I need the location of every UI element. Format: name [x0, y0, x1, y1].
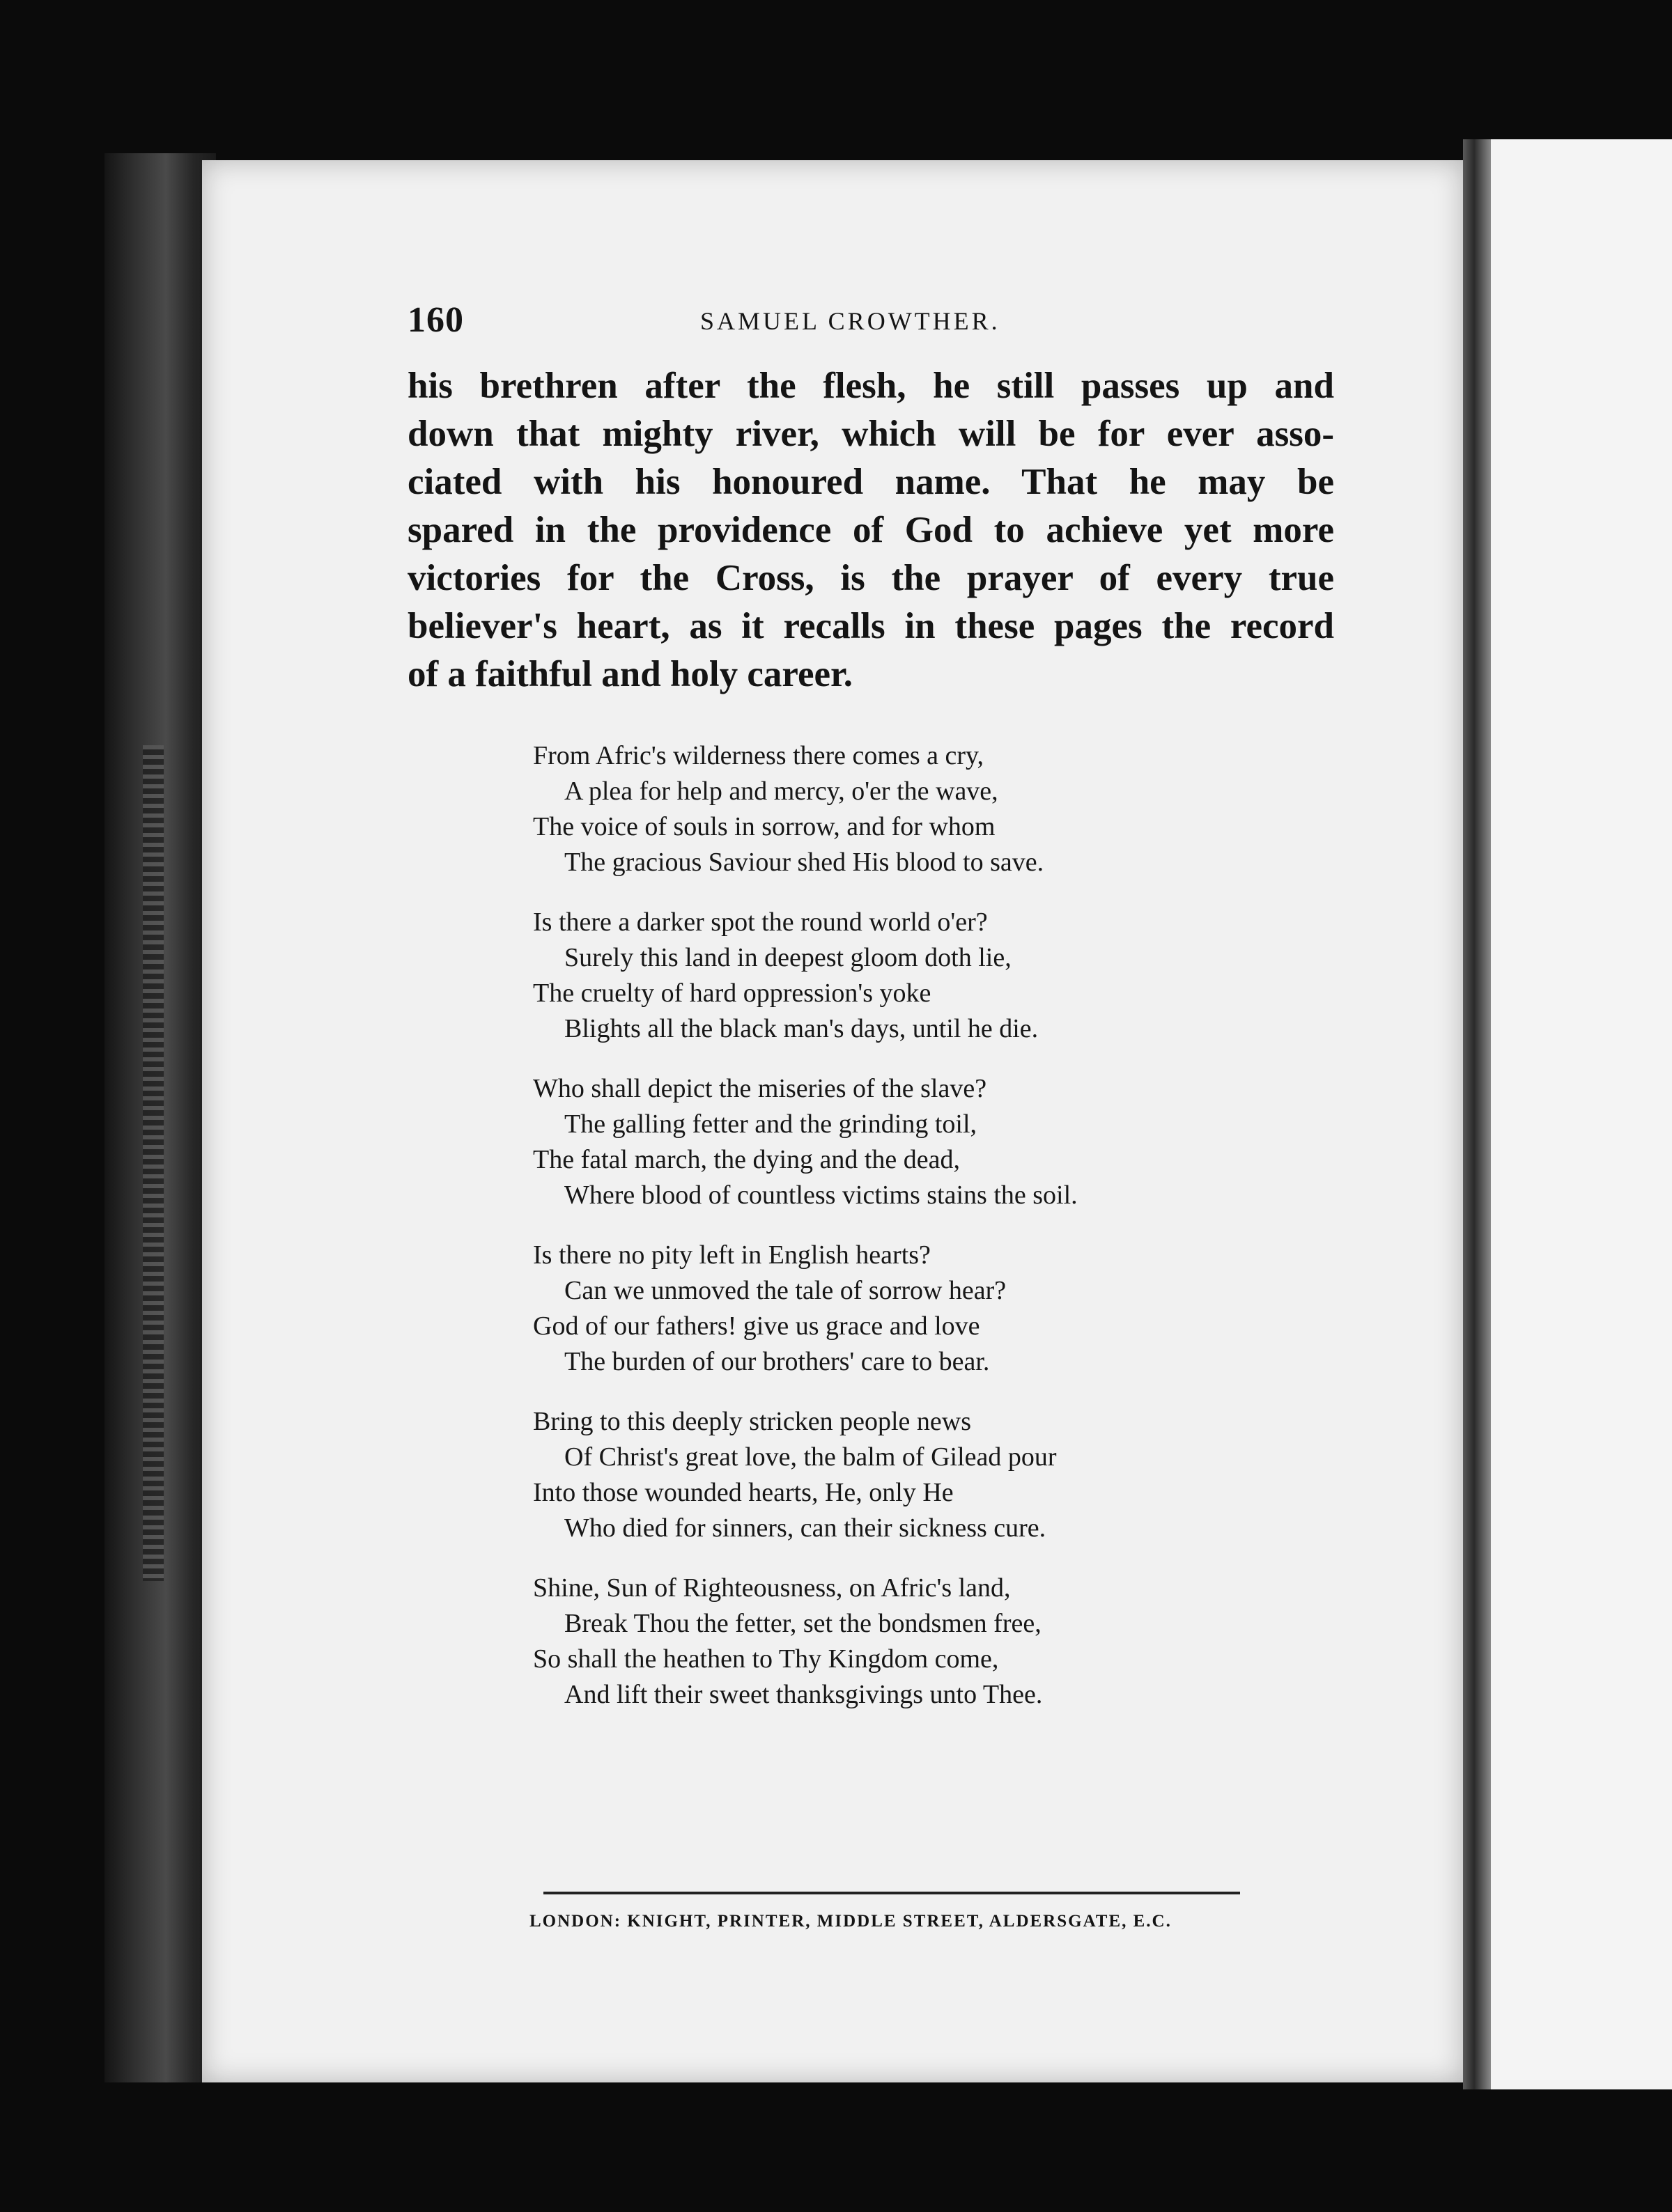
- poem-line: Of Christ's great love, the balm of Gilead pour: [564, 1442, 1057, 1472]
- prose-line: of a faithful and holy career.: [408, 654, 853, 694]
- poem-line: Bring to this deeply stricken people news: [533, 1407, 971, 1436]
- poem-line: Shine, Sun of Righteousness, on Afric's land,: [533, 1573, 1011, 1603]
- prose-line: ciated with his honoured name. That he may be: [408, 462, 1334, 502]
- poem-line: The burden of our brothers' care to bear.: [564, 1347, 990, 1376]
- poem-line: Blights all the black man's days, until he die.: [564, 1014, 1039, 1043]
- poem-line: And lift their sweet thanksgivings unto Thee.: [564, 1680, 1043, 1709]
- poem-line: From Afric's wilderness there comes a cry,: [533, 741, 984, 770]
- poem-line: The cruelty of hard oppression's yoke: [533, 979, 931, 1008]
- poem-line: Surely this land in deepest gloom doth lie,: [564, 943, 1012, 972]
- prose-line: his brethren after the flesh, he still passes up and: [408, 366, 1334, 406]
- poem-stanza: [533, 905, 1264, 1047]
- poem-stanza: [533, 1404, 1264, 1546]
- book-spine: [104, 153, 216, 2082]
- prose-line: believer's heart, as it recalls in these pages the record: [408, 606, 1334, 646]
- footer-rule: [543, 1892, 1240, 1894]
- poem-line: The fatal march, the dying and the dead,: [533, 1145, 961, 1174]
- poem-line: Where blood of countless victims stains the soil.: [564, 1181, 1078, 1210]
- poem-stanza: [533, 1238, 1264, 1380]
- running-title: SAMUEL CROWTHER.: [700, 307, 1000, 335]
- poem-line: The gracious Saviour shed His blood to save.: [564, 848, 1044, 877]
- poem-line: Can we unmoved the tale of sorrow hear?: [564, 1276, 1007, 1305]
- poem-line: The voice of souls in sorrow, and for whom: [533, 812, 996, 841]
- poem-line: God of our fathers! give us grace and love: [533, 1311, 980, 1341]
- poem-stanza: [533, 1571, 1264, 1713]
- prose-line: victories for the Cross, is the prayer of every true: [408, 558, 1334, 598]
- page-gutter-edge: [1463, 139, 1491, 2089]
- poem: [533, 738, 1264, 1737]
- poem-line: The galling fetter and the grinding toil,: [564, 1109, 977, 1139]
- poem-line: Is there a darker spot the round world o'er?: [533, 908, 988, 937]
- printer-imprint: LONDON: KNIGHT, PRINTER, MIDDLE STREET, ALDERSGATE, E.C.: [529, 1912, 1172, 1931]
- poem-line: Break Thou the fetter, set the bondsmen free,: [564, 1609, 1042, 1638]
- poem-line: Who died for sinners, can their sickness cure.: [564, 1513, 1046, 1543]
- prose-line: spared in the providence of God to achieve yet more: [408, 510, 1334, 550]
- facing-page-edge: [1491, 139, 1672, 2089]
- poem-stanza: [533, 1071, 1264, 1213]
- prose-line: down that mighty river, which will be for ever asso-: [408, 414, 1334, 454]
- page-number: 160: [408, 300, 464, 340]
- poem-line: A plea for help and mercy, o'er the wave,: [564, 777, 998, 806]
- prose-paragraph: [408, 362, 1334, 699]
- poem-line: So shall the heathen to Thy Kingdom come,: [533, 1644, 999, 1674]
- poem-line: Who shall depict the miseries of the slave?: [533, 1074, 987, 1103]
- poem-stanza: [533, 738, 1264, 880]
- poem-line: Is there no pity left in English hearts?: [533, 1240, 931, 1270]
- page-header: [408, 299, 1334, 341]
- poem-line: Into those wounded hearts, He, only He: [533, 1478, 954, 1507]
